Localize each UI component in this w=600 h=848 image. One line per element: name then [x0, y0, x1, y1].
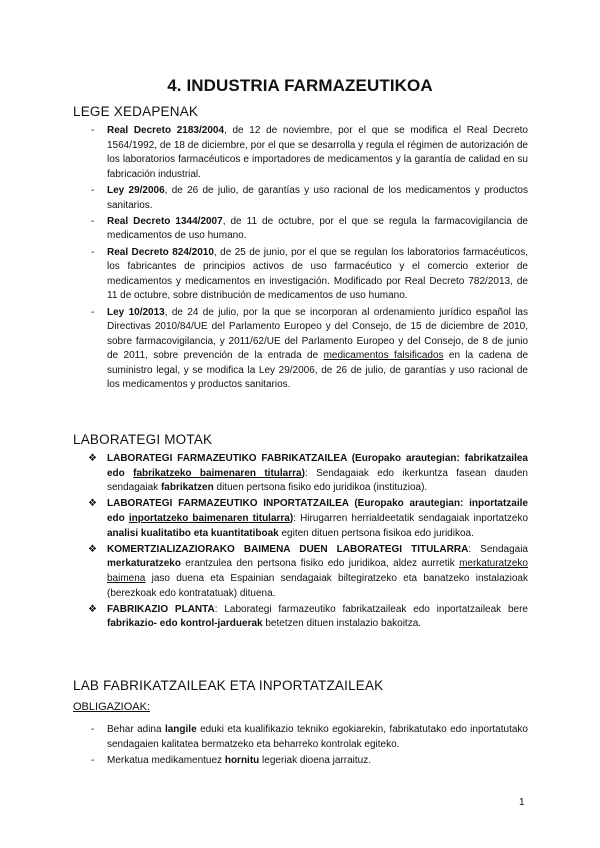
dash-bullet: -	[91, 125, 95, 136]
emphasis: analisi kualitatibo eta kuantitatiboak	[107, 527, 279, 539]
emphasis: hornitu	[224, 754, 260, 766]
item-text: eduki eta kualifikazio tekniko egokiarekin, fabrikatutako edo inportatutako sendagaien kalitatea bermatzeko eta beharreko kontrolak egiteko.	[107, 724, 528, 750]
list-item	[88, 124, 528, 182]
underlined-term: medicamentos falsificados	[323, 350, 444, 362]
list-item	[88, 306, 528, 394]
term-name: LABORATEGI FARMAZEUTIKO FABRIKATZAILEA (Europako arautegian: fabrikatzailea edo	[107, 453, 528, 479]
underlined-term: inportatzeko baimenaren titularra	[128, 512, 290, 524]
term-text: : Laborategi farmazeutiko fabrikatzaileak edo inportatzaileak bere	[214, 603, 528, 615]
law-text: , de 11 de octubre, por el que se regula la farmacovigilancia de medicamentos de uso humano.	[107, 215, 528, 242]
diamond-bullet-icon: ❖	[88, 543, 97, 555]
law-name: Real Decreto 824/2010	[107, 246, 214, 258]
subheading-obligazioak: OBLIGAZIOAK:	[73, 701, 151, 713]
law-name: Real Decreto 1344/2007	[107, 215, 223, 227]
list-item	[88, 754, 528, 769]
emphasis: merkaturatzeko	[107, 558, 181, 570]
term-text: : Hirugarren herrialdeetatik sendagaiak inportatzeko	[293, 512, 529, 524]
list-item	[88, 215, 528, 244]
law-name: Ley 10/2013	[107, 306, 165, 318]
underlined-term: fabrikatzeko baimenaren titularra	[133, 467, 302, 479]
section-heading-lab: LAB FABRIKATZAILEAK ETA INPORTATZAILEAK	[73, 678, 384, 693]
dash-bullet: -	[91, 724, 95, 735]
section-heading-lege: LEGE XEDAPENAK	[73, 104, 199, 119]
dash-bullet: -	[91, 184, 95, 196]
law-text: , de 26 de julio, de garantías y uso racional de los medicamentos y productos sanitarios.	[107, 184, 528, 211]
list-item	[88, 184, 528, 213]
dash-bullet: -	[91, 246, 95, 258]
law-text: , de 12 de noviembre, por el que se modifica el Real Decreto 1564/1992, de 18 de diciembre, por el que se desarrolla y regula el régimen de autorización de los laboratorios farmacéuticos e importadores de medicamentos y la garantía de calidad en su fabricación industrial.	[107, 125, 528, 180]
law-text: , de 24 de julio, por la que se incorporan al ordenamiento jurídico español las Directivas 2010/84/UE del Parlamento Europeo y del Consejo, de 15 de diciembre de 2010, sobre farmacovigilancia, y 2011/62/UE del Parlamento Europeo y del Consejo, de 8 de junio de 2011, sobre prevención de la entrada de	[107, 306, 528, 362]
lab-list	[88, 723, 528, 770]
item-text: legeriak dioena jarraituz.	[259, 754, 372, 766]
emphasis: fabrikatzen	[160, 482, 214, 494]
diamond-bullet-icon: ❖	[88, 603, 97, 615]
emphasis: fabrikazio- edo kontrol-jarduerak	[107, 618, 263, 630]
term-name: LABORATEGI FARMAZEUTIKO INPORTATZAILEA (Europako arautegian: inportatzaile edo	[107, 498, 528, 524]
item-text: Merkatua medikamentuez	[107, 754, 225, 766]
lege-list	[88, 124, 528, 395]
page-number: 1	[519, 797, 525, 808]
term-name: KOMERTZIALIZAZIORAKO BAIMENA DUEN LABORATEGI TITULARRA	[107, 543, 469, 555]
law-name: Real Decreto 2183/2004	[107, 125, 225, 136]
list-item	[88, 603, 528, 632]
term-text: : Sendagaia	[468, 543, 528, 555]
term-name: FABRIKAZIO PLANTA	[107, 603, 215, 615]
list-item	[88, 497, 528, 541]
term-text: erantzulea den pertsona fisiko edo juridikoa, aldez aurretik	[180, 558, 460, 570]
motak-list	[88, 452, 528, 634]
law-text: en la cadena de suministro legal, y se modifica la Ley 29/2006, de 26 de julio, de garantías y uso racional de los medicamentos y productos sanitarios.	[107, 350, 529, 391]
item-text: Behar adina	[107, 724, 165, 735]
term-text: betetzen dituen instalazio bakoitza.	[262, 618, 422, 630]
underlined-term: merkaturatzeko baimena	[107, 558, 528, 584]
page-title: 4. INDUSTRIA FARMAZEUTIKOA	[167, 76, 433, 95]
law-text: , de 25 de junio, por el que se regulan los laboratorios farmacéuticos, los fabricantes de principios activos de uso farmacéutico y el comercio exterior de medicamentos y medicamentos en investigación. Modificado por Real Decreto 782/2013, de 11 de octubre, sobre distribución de medicamentos de uso humano.	[107, 246, 528, 302]
list-item	[88, 723, 528, 752]
section-heading-motak: LABORATEGI MOTAK	[73, 432, 213, 447]
term-text: jaso duena eta Espainian sendagaiak biltegiratzeko eta banatzeko instalazioak (berezkoak edo kontratatuak) dituena.	[107, 572, 528, 599]
list-item	[88, 452, 528, 496]
diamond-bullet-icon: ❖	[88, 498, 97, 510]
term-text: egiten dituen pertsona fisikoa edo juridikoa.	[278, 527, 474, 539]
term-name: )	[301, 467, 305, 479]
dash-bullet: -	[91, 754, 95, 766]
dash-bullet: -	[91, 215, 95, 227]
diamond-bullet-icon: ❖	[88, 453, 97, 464]
term-text: dituen pertsona fisiko edo juridikoa (instituzioa).	[213, 482, 428, 494]
term-name: )	[289, 512, 294, 524]
law-name: Ley 29/2006	[107, 184, 165, 196]
list-item	[88, 543, 528, 601]
emphasis: langile	[164, 724, 197, 735]
term-text: : Sendagaiak edo ikerkuntza fasean dauden sendagaiak	[107, 467, 528, 494]
list-item	[88, 246, 528, 304]
dash-bullet: -	[91, 306, 95, 318]
